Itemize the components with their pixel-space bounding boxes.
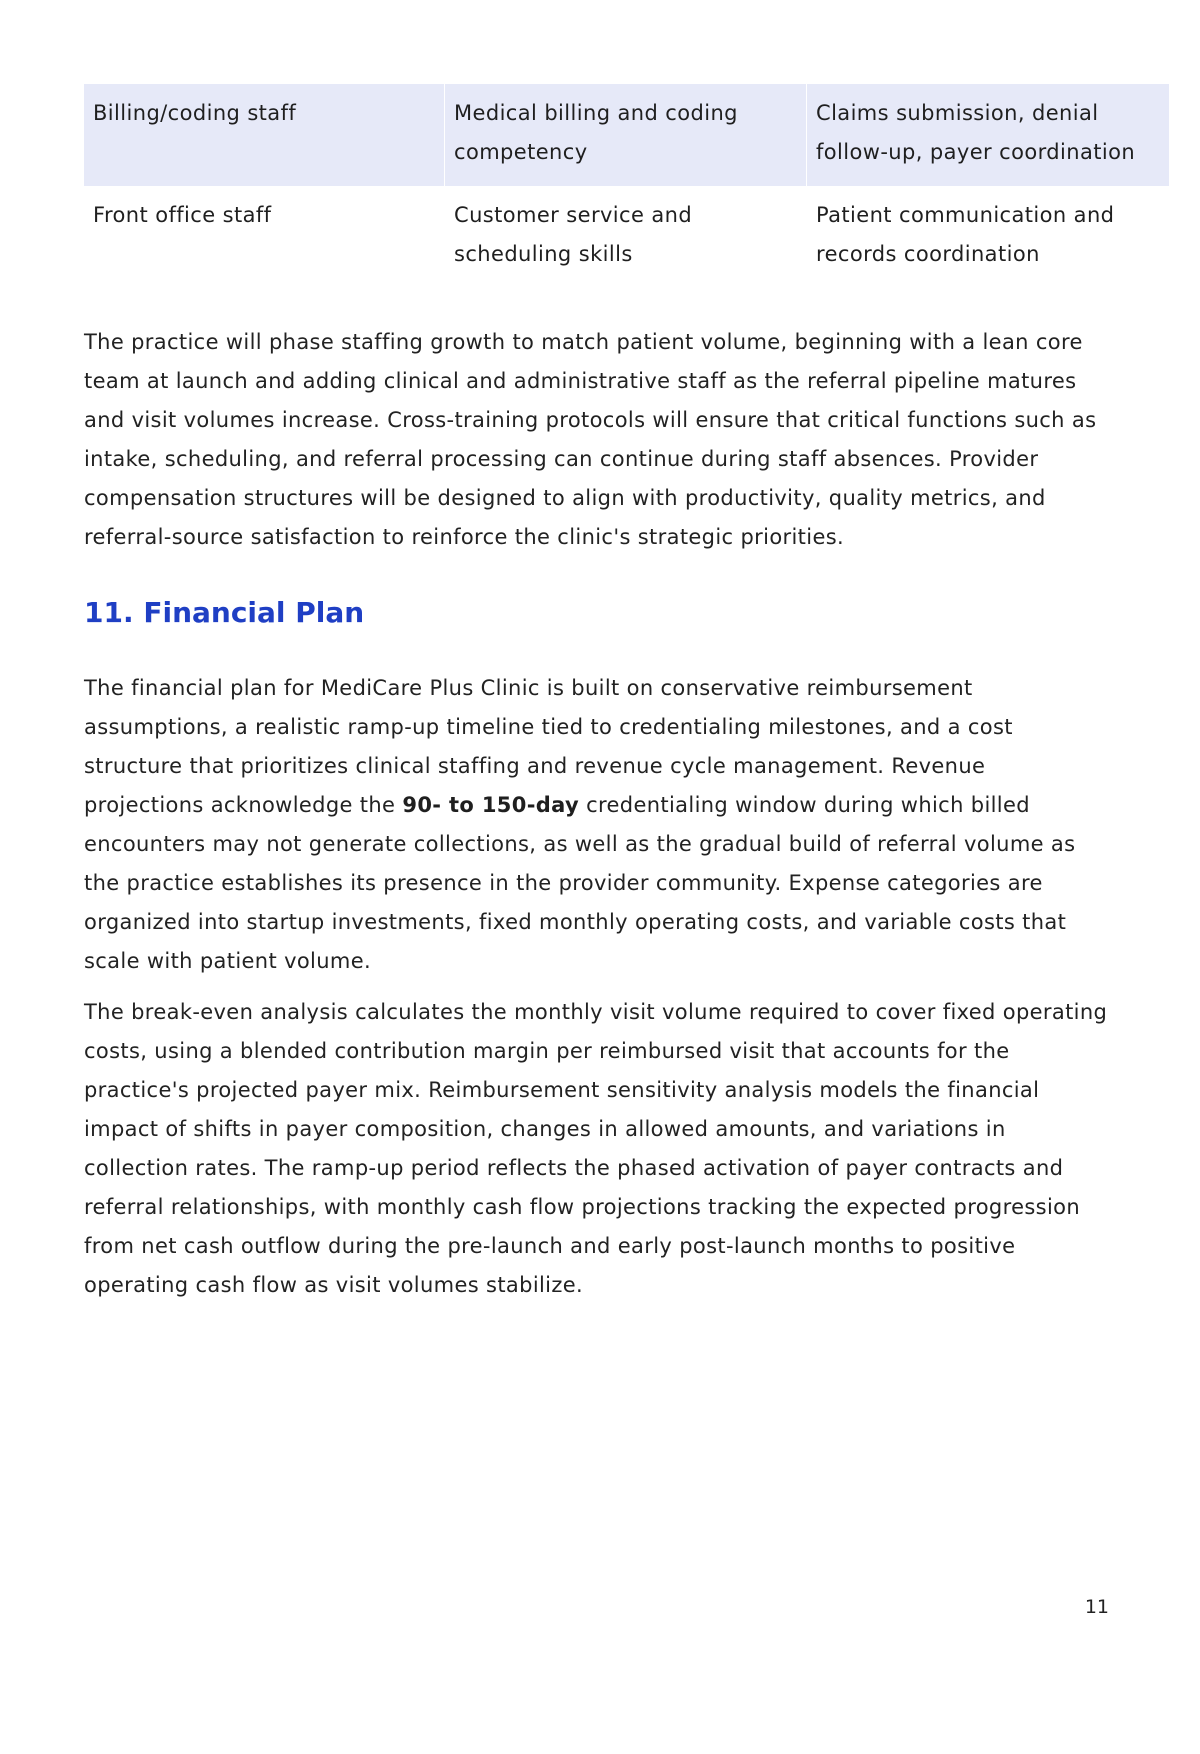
- financial-plan-paragraph-1: [84, 669, 1110, 981]
- credentialing-window-emphasis: 90- to 150-day: [402, 793, 580, 817]
- section-heading: 11. Financial Plan: [84, 596, 365, 629]
- paragraph-text: The financial plan for MediCare Plus Clinic is built on conservative reimbursement assumptions, a realistic ramp-up timeline tied to credentialing milestones, and a cost structure that prioritizes clinical staffing and revenue cycle management. Revenue projections acknowledge the: [84, 676, 1013, 817]
- table-cell-responsibility: Claims submission, denial follow-up, payer coordination: [807, 84, 1170, 186]
- document-page: [84, 84, 1136, 1305]
- staffing-paragraph: The practice will phase staffing growth to match patient volume, beginning with a lean core team at launch and adding clinical and administrative staff as the referral pipeline matures and visit volumes increase. Cross-training protocols will ensure that critical functions such as intake, scheduling, and referral processing can continue during staff absences. Provider compensation structures will be designed to align with productivity, quality metrics, and referral-source satisfaction to reinforce the clinic's strategic priorities.: [84, 330, 1097, 549]
- table-cell-role: Billing/coding staff: [84, 84, 445, 186]
- table-cell-qualification: Customer service and scheduling skills: [445, 186, 807, 284]
- table-cell-qualification: Medical billing and coding competency: [445, 84, 807, 186]
- table-cell-role: Front office staff: [84, 186, 445, 284]
- staffing-table: [84, 84, 1170, 284]
- table-row: [84, 84, 1170, 186]
- paragraph-text: credentialing window during which billed encounters may not generate collections, as well as the gradual build of referral volume as the practice establishes its presence in the provider community. Expense categories are organized into startup investments, fixed monthly operating costs, and variable costs that scale with patient volume.: [84, 793, 1076, 973]
- page-number: 11: [1084, 1596, 1109, 1618]
- financial-plan-paragraph-2: The break-even analysis calculates the monthly visit volume required to cover fixed operating costs, using a blended contribution margin per reimbursed visit that accounts for the practice's projected payer mix. Reimbursement sensitivity analysis models the financial impact of shifts in payer composition, changes in allowed amounts, and variations in collection rates. The ramp-up period reflects the phased activation of payer contracts and referral relationships, with monthly cash flow projections tracking the expected progression from net cash outflow during the pre-launch and early post-launch months to positive operating cash flow as visit volumes stabilize.: [84, 1000, 1108, 1297]
- table-cell-responsibility: Patient communication and records coordination: [807, 186, 1170, 284]
- table-row: [84, 186, 1170, 284]
